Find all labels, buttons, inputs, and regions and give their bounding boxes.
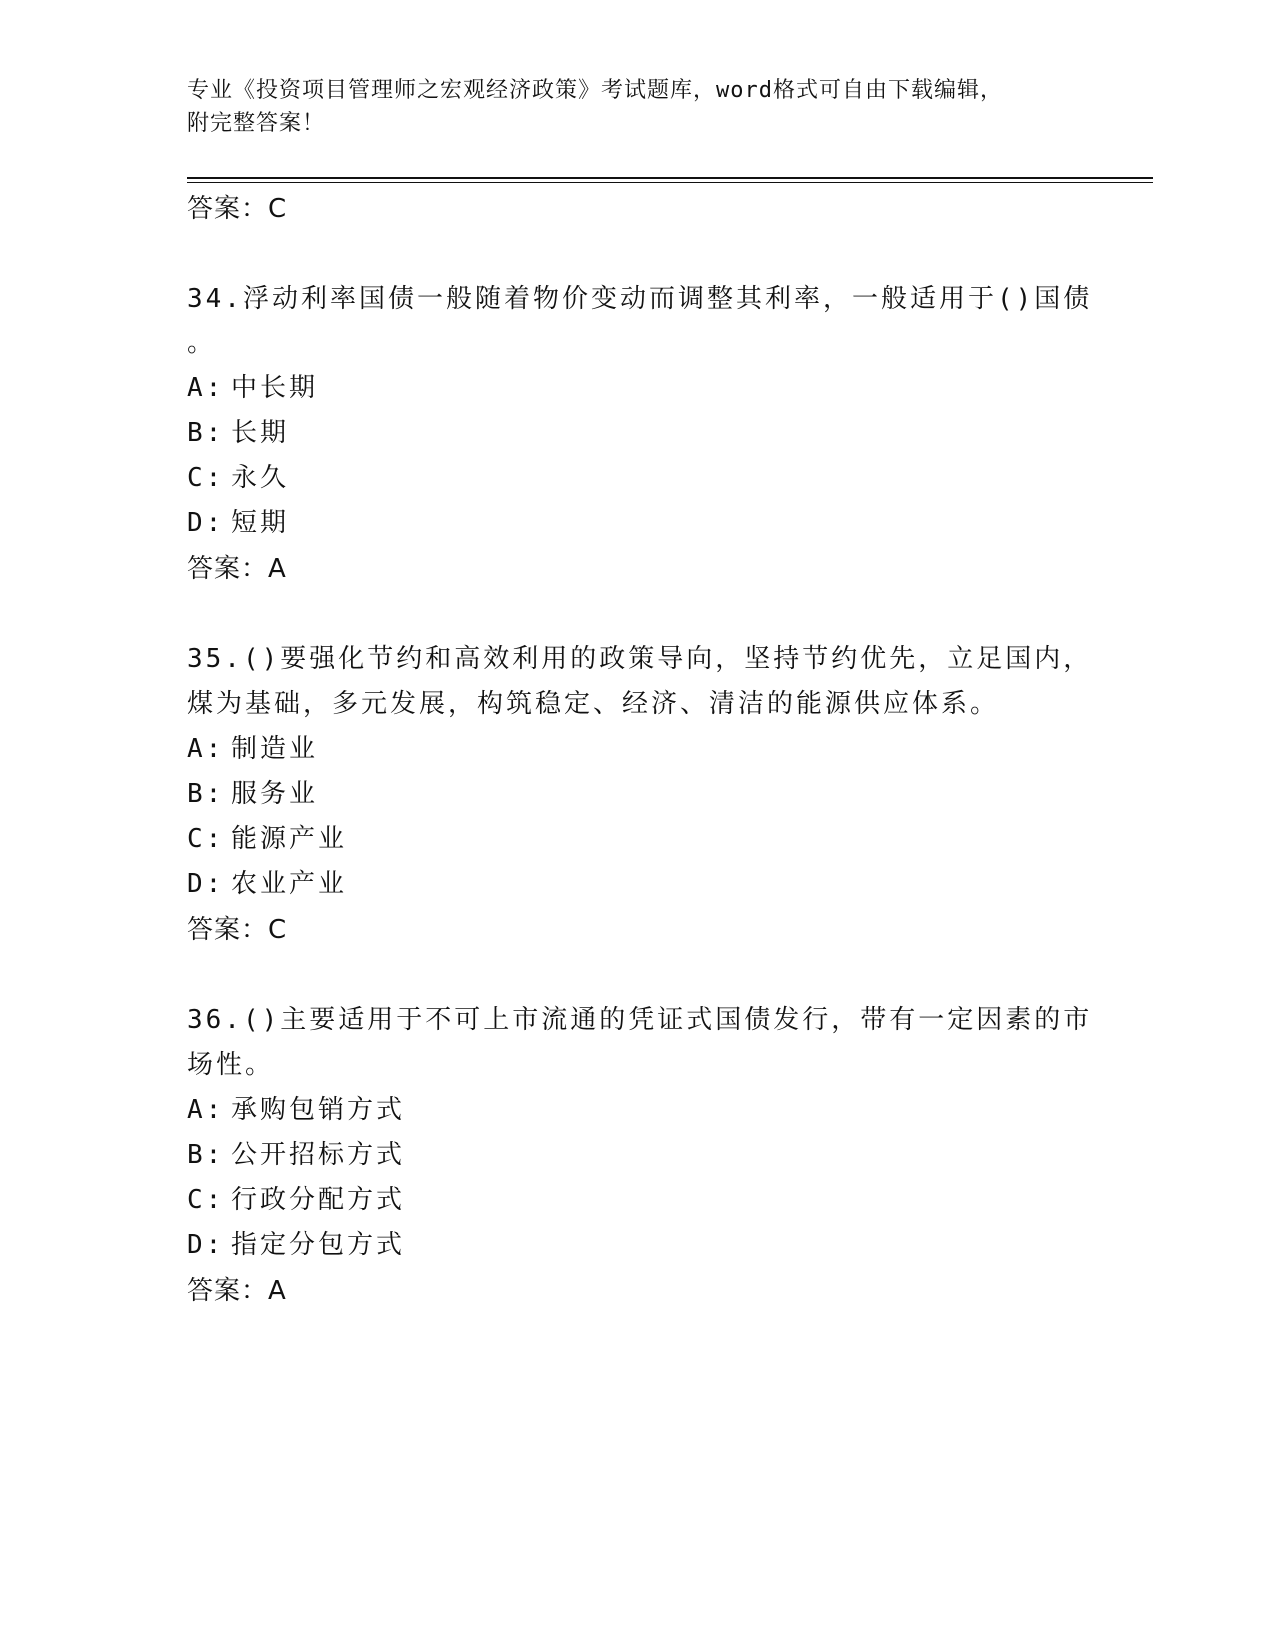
question-text-line-1: 34.浮动利率国债一般随着物价变动而调整其利率，一般适用于()国债 bbox=[187, 284, 1093, 314]
answer-line: 答案：C bbox=[187, 915, 288, 945]
option-key: B: bbox=[187, 779, 225, 809]
option-text: 行政分配方式 bbox=[231, 1185, 406, 1215]
option-b bbox=[187, 416, 289, 450]
answer-line: 答案：C bbox=[187, 194, 288, 224]
option-key: D: bbox=[187, 508, 225, 538]
option-text: 农业产业 bbox=[231, 869, 348, 899]
answer-line: 答案：A bbox=[187, 1276, 287, 1306]
option-b bbox=[187, 777, 318, 811]
header-divider-thin bbox=[187, 182, 1153, 183]
option-key: A: bbox=[187, 734, 225, 764]
option-text: 短期 bbox=[231, 508, 290, 538]
option-d bbox=[187, 1228, 405, 1262]
option-key: B: bbox=[187, 418, 225, 448]
option-key: D: bbox=[187, 869, 225, 899]
option-d bbox=[187, 506, 289, 540]
option-text: 能源产业 bbox=[231, 824, 348, 854]
option-key: C: bbox=[187, 463, 225, 493]
option-c bbox=[187, 461, 289, 495]
answer-line: 答案：A bbox=[187, 554, 287, 584]
option-c bbox=[187, 822, 347, 856]
option-key: C: bbox=[187, 1185, 225, 1215]
header-line-1: 专业《投资项目管理师之宏观经济政策》考试题库，word格式可自由下载编辑， bbox=[187, 78, 1003, 103]
header-line-2: 附完整答案！ bbox=[187, 111, 326, 136]
option-key: A: bbox=[187, 1095, 225, 1125]
option-text: 承购包销方式 bbox=[231, 1095, 406, 1125]
option-key: B: bbox=[187, 1140, 225, 1170]
question-text-line-2: 煤为基础，多元发展，构筑稳定、经济、清洁的能源供应体系。 bbox=[187, 689, 1000, 719]
option-b bbox=[187, 1138, 405, 1172]
question-text-line-2: 场性。 bbox=[187, 1050, 275, 1080]
option-text: 公开招标方式 bbox=[231, 1140, 406, 1170]
option-a bbox=[187, 371, 318, 405]
option-text: 服务业 bbox=[231, 779, 319, 809]
option-a bbox=[187, 732, 318, 766]
option-key: C: bbox=[187, 824, 225, 854]
option-a bbox=[187, 1093, 405, 1127]
option-text: 长期 bbox=[231, 418, 290, 448]
question-text-line-2: 。 bbox=[187, 328, 217, 358]
question-text-line-1: 36.()主要适用于不可上市流通的凭证式国债发行，带有一定因素的市 bbox=[187, 1005, 1093, 1035]
option-c bbox=[187, 1183, 405, 1217]
question-text-line-1: 35.()要强化节约和高效利用的政策导向，坚持节约优先，立足国内， bbox=[187, 644, 1093, 674]
option-text: 制造业 bbox=[231, 734, 319, 764]
option-d bbox=[187, 867, 347, 901]
option-key: D: bbox=[187, 1230, 225, 1260]
option-text: 中长期 bbox=[231, 373, 319, 403]
option-key: A: bbox=[187, 373, 225, 403]
option-text: 永久 bbox=[231, 463, 290, 493]
header-divider-thick bbox=[187, 177, 1153, 179]
option-text: 指定分包方式 bbox=[231, 1230, 406, 1260]
document-header bbox=[187, 74, 1067, 140]
